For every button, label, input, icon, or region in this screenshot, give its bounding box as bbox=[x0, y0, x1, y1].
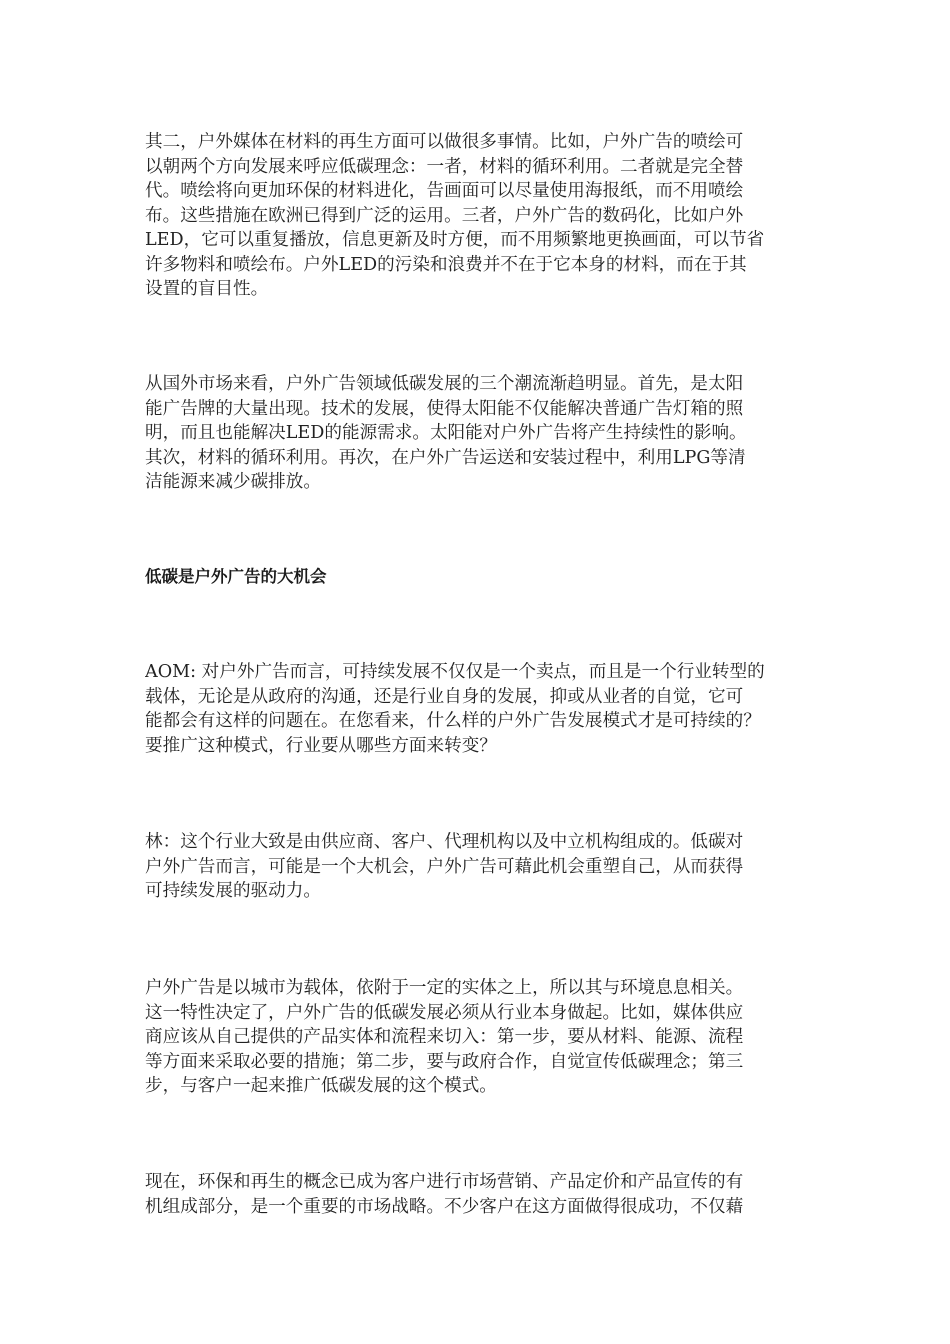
text-line: 代。喷绘将向更加环保的材料进化，告画面可以尽量使用海报纸，而不用喷绘 bbox=[145, 181, 744, 201]
text-line: 载体，无论是从政府的沟通，还是行业自身的发展，抑或从业者的自觉，它可 bbox=[145, 686, 744, 707]
paragraph-city-carrier bbox=[145, 976, 810, 1099]
paragraph-interview-answer bbox=[145, 830, 810, 904]
text-line: 洁能源来减少碳排放。 bbox=[145, 472, 321, 492]
text-line: 商应该从自己提供的产品实体和流程来切入：第一步，要从材料、能源、流程 bbox=[145, 1027, 744, 1047]
text-line: 户外广告而言，可能是一个大机会，户外广告可藉此机会重塑自己，从而获得 bbox=[145, 856, 744, 877]
paragraph-interview-question bbox=[145, 660, 810, 758]
text-line: 这一特性决定了，户外广告的低碳发展必须从行业本身做起。比如，媒体供应 bbox=[145, 1002, 744, 1023]
text-line: 林：这个行业大致是由供应商、客户、代理机构以及中立机构组成的。低碳对 bbox=[145, 832, 744, 852]
text-line: 等方面来采取必要的措施；第二步，要与政府合作，自觉宣传低碳理念；第三 bbox=[145, 1051, 744, 1072]
text-line: AOM: 对户外广告而言，可持续发展不仅仅是一个卖点，而且是一个行业转型的 bbox=[145, 662, 765, 682]
paragraph-foreign-market-trends bbox=[145, 372, 810, 495]
text-line: 要推广这种模式，行业要从哪些方面来转变？ bbox=[145, 735, 497, 756]
text-line: 能都会有这样的问题在。在您看来，什么样的户外广告发展模式才是可持续的？ bbox=[145, 711, 761, 731]
text-line: 布。这些措施在欧洲已得到广泛的运用。三者，户外广告的数码化，比如户外 bbox=[145, 205, 744, 226]
text-line: 户外广告是以城市为载体，依附于一定的实体之上，所以其与环境息息相关。 bbox=[145, 978, 744, 998]
text-line: 其次，材料的循环利用。再次，在户外广告运送和安装过程中，利用LPG等清 bbox=[145, 447, 746, 468]
text-line: 从国外市场来看，户外广告领域低碳发展的三个潮流渐趋明显。首先，是太阳 bbox=[145, 374, 744, 394]
text-line: 以朝两个方向发展来呼应低碳理念：一者，材料的循环利用。二者就是完全替 bbox=[145, 156, 744, 177]
paragraph-material-recycling bbox=[145, 130, 810, 302]
text-line: 许多物料和喷绘布。户外LED的污染和浪费并不在于它本身的材料，而在于其 bbox=[145, 254, 747, 275]
text-line: 现在，环保和再生的概念已成为客户进行市场营销、产品定价和产品宣传的有 bbox=[145, 1172, 744, 1192]
text-line: 能广告牌的大量出现。技术的发展，使得太阳能不仅能解决普通广告灯箱的照 bbox=[145, 398, 744, 419]
text-line: 其二，户外媒体在材料的再生方面可以做很多事情。比如，户外广告的喷绘可 bbox=[145, 132, 744, 152]
text-line: LED，它可以重复播放，信息更新及时方便，而不用频繁地更换画面，可以节省 bbox=[145, 230, 765, 250]
text-line: 可持续发展的驱动力。 bbox=[145, 881, 321, 901]
text-line: 设置的盲目性。 bbox=[145, 279, 269, 299]
text-line: 机组成部分，是一个重要的市场战略。不少客户在这方面做得很成功，不仅藉 bbox=[145, 1196, 744, 1217]
paragraph-market-strategy bbox=[145, 1170, 810, 1219]
text-line: 明，而且也能解决LED的能源需求。太阳能对户外广告将产生持续性的影响。 bbox=[145, 423, 747, 443]
text-line: 步，与客户一起来推广低碳发展的这个模式。 bbox=[145, 1076, 497, 1096]
section-heading: 低碳是户外广告的大机会 bbox=[145, 567, 327, 586]
